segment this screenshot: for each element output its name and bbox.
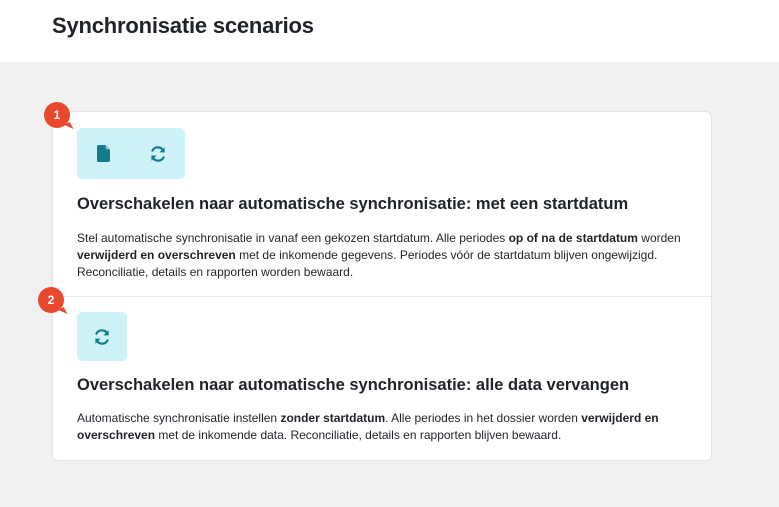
- scenario-replace-all[interactable]: [47, 293, 711, 461]
- desc-emphasis: op of na de startdatum: [508, 231, 638, 245]
- scenario-start-date[interactable]: [53, 108, 711, 297]
- step-marker-number: 2: [47, 293, 55, 307]
- desc-text: Automatische synchronisatie instellen: [77, 411, 281, 425]
- scenario-title: Overschakelen naar automatische synchronisatie: alle data vervangen: [77, 376, 630, 394]
- scenario-description: [77, 230, 687, 281]
- desc-text: met de inkomende data. Reconciliatie, details en rapporten blijven bewaard.: [155, 428, 562, 442]
- scenario-icon-box: [77, 312, 127, 361]
- scenario-description: [77, 410, 687, 444]
- step-marker: [38, 287, 64, 313]
- desc-text: met de inkomende gegevens. Periodes vóór de startdatum blijven ongewijzigd. Reconciliatie, details en rapporten worden bewaard.: [77, 248, 658, 279]
- page-title: Synchronisatie scenarios: [52, 13, 314, 38]
- scenario-icon-box: [77, 128, 185, 179]
- desc-emphasis: verwijderd en overschreven: [77, 411, 659, 442]
- page-header: [0, 0, 779, 62]
- sync-icon: [149, 145, 167, 163]
- document-icon: [95, 145, 113, 163]
- scenario-title: Overschakelen naar automatische synchronisatie: met een startdatum: [77, 195, 629, 213]
- main-content: [0, 62, 779, 507]
- step-marker-number: 1: [53, 108, 61, 122]
- desc-text: Stel automatische synchronisatie in vanaf een gekozen startdatum. Alle periodes: [77, 231, 509, 245]
- desc-text: . Alle periodes in het dossier worden: [385, 411, 582, 425]
- desc-emphasis: verwijderd en overschreven: [77, 248, 236, 262]
- step-marker: [44, 102, 70, 128]
- scenarios-card: [47, 108, 712, 461]
- desc-text: worden: [637, 231, 681, 245]
- desc-emphasis: zonder startdatum: [280, 411, 386, 425]
- sync-icon: [93, 328, 111, 346]
